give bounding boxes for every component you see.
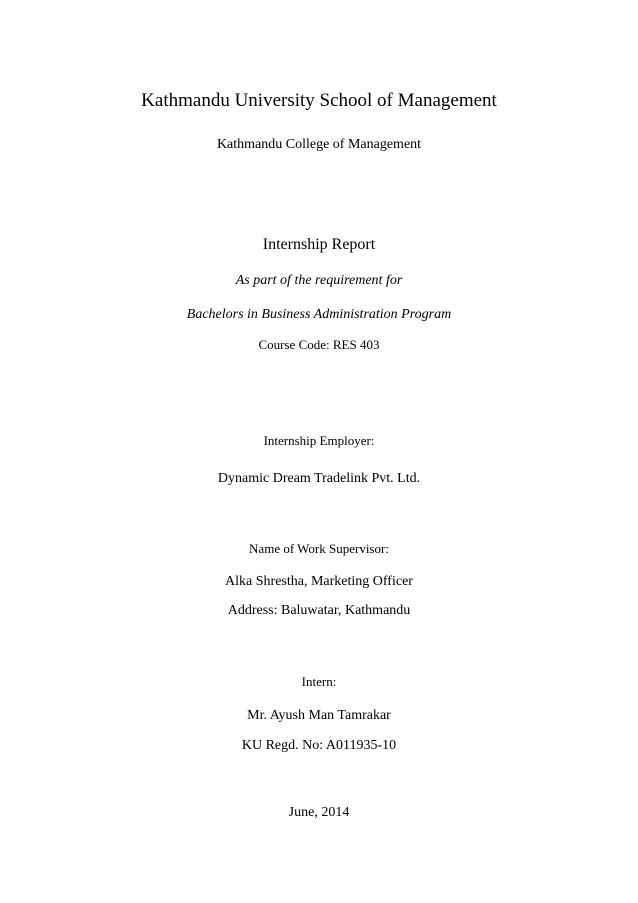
supervisor-name: Alka Shrestha, Marketing Officer	[225, 574, 413, 589]
employer-name: Dynamic Dream Tradelink Pvt. Ltd.	[217, 471, 421, 486]
university-heading: Kathmandu University School of Management	[141, 90, 497, 111]
intern-label: Intern:	[301, 674, 337, 689]
report-title: Internship Report	[262, 236, 376, 253]
supervisor-label: Name of Work Supervisor:	[249, 541, 389, 556]
report-date: June, 2014	[288, 805, 350, 820]
registration-number: KU Regd. No: A011935-10	[241, 738, 397, 753]
employer-label: Internship Employer:	[263, 433, 375, 448]
college-name: Kathmandu College of Management	[216, 137, 422, 152]
course-code: Course Code: RES 403	[258, 337, 380, 352]
intern-name: Mr. Ayush Man Tamrakar	[247, 708, 391, 723]
requirement-line: As part of the requirement for	[235, 273, 403, 288]
program-name: Bachelors in Business Administration Program	[186, 307, 452, 322]
supervisor-address: Address: Baluwatar, Kathmandu	[227, 603, 411, 618]
